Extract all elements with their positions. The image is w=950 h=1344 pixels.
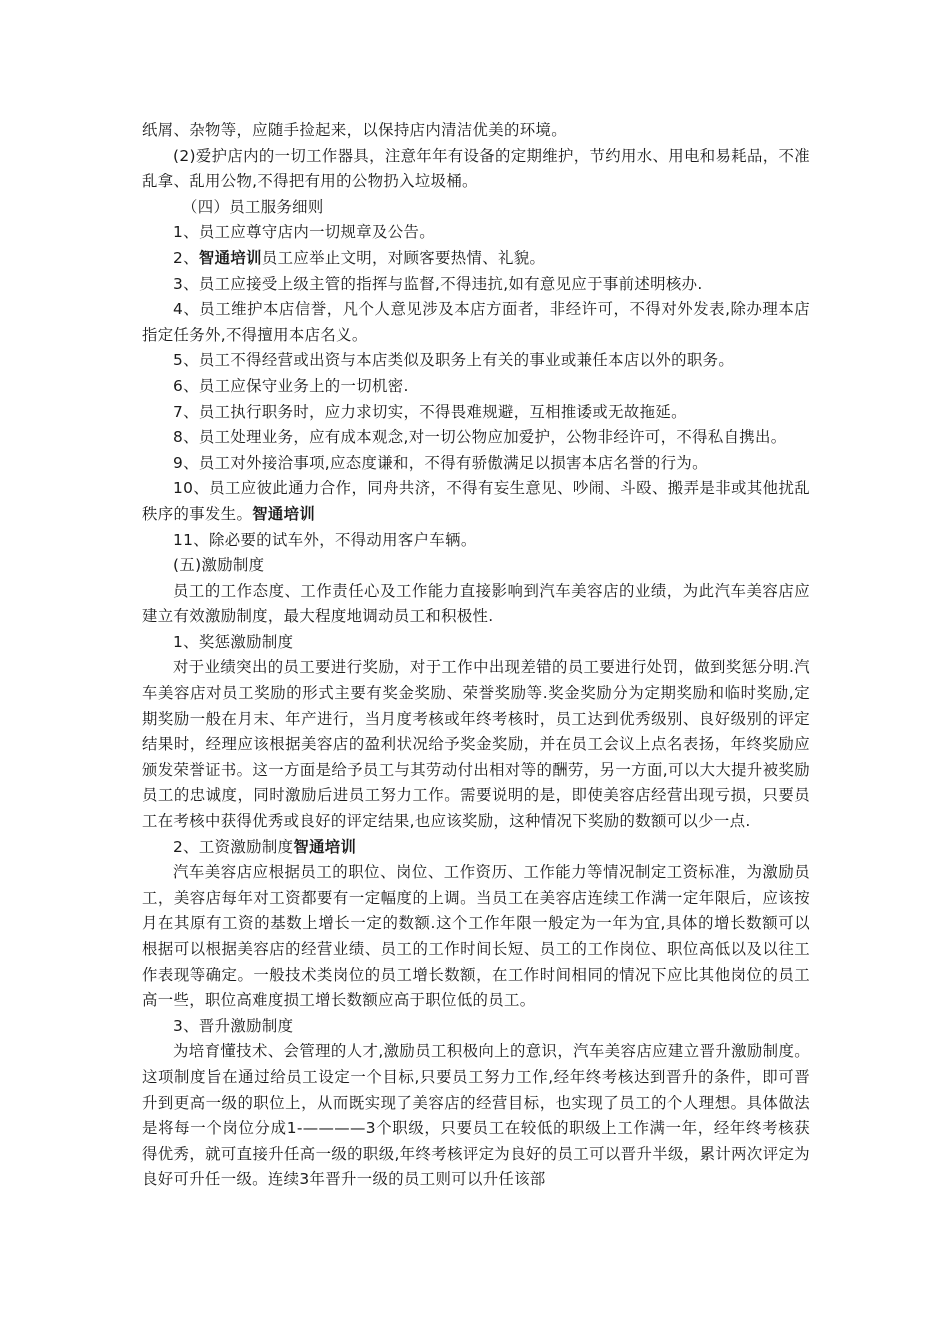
document-page [142,118,810,1193]
paragraph-equipment-care: (2)爱护店内的一切工作器具，注意年年有设备的定期维护，节约用水、用电和易耗品，不准乱拿、乱用公物,不得把有用的公物扔入垃圾桶。 [142,146,810,191]
watermark-text: 智通培训 [252,504,316,523]
rule-8: 8、员工处理业务，应有成本观念,对一切公物应加爱护，公物非经许可，不得私自携出。 [173,428,787,447]
paragraph-incentive-intro: 员工的工作态度、工作责任心及工作能力直接影响到汽车美容店的业绩，为此汽车美容店应建立有效激励制度，最大程度地调动员工和积极性. [142,581,810,626]
rule-1: 1、员工应尊守店内一切规章及公告。 [173,223,435,242]
rule-3: 3、员工应接受上级主管的指挥与监督,不得违抗,如有意见应于事前述明核办. [173,274,703,293]
rule-6: 6、员工应保守业务上的一切机密. [173,376,409,395]
rule-2 [142,246,810,272]
subheading-salary-text: 2、工资激励制度 [173,837,294,856]
rule-11: 11、除必要的试车外，不得动用客户车辆。 [173,530,477,549]
watermark-text: 智通培训 [198,248,262,267]
rule-9: 9、员工对外接洽事项,应态度谦和，不得有骄傲满足以损害本店名誉的行为。 [173,453,708,472]
section-heading-incentive: (五)激励制度 [173,556,265,575]
rule-5: 5、员工不得经营或出资与本店类似及职务上有关的事业或兼任本店以外的职务。 [173,351,735,370]
rule-2-number: 2、 [173,248,199,267]
paragraph-reward-punishment: 对于业绩突出的员工要进行奖励，对于工作中出现差错的员工要进行处罚，做到奖惩分明.汽车美容店对员工奖励的形式主要有奖金奖励、荣誉奖励等.奖金奖励分为定期奖励和临时奖励,定期奖励一般在月末、年产进行，当月度考核或年终考核时，员工达到优秀级别、良好级别的评定结果时，经理应该根据美容店的盈利状况给予奖金奖励，并在员工会议上点名表扬，年终奖励应颁发荣誉证书。这一方面是给予员工与其劳动付出相对等的酬劳，另一方面,可以大大提升被奖励员工的忠诚度，同时激励后进员工努力工作。需要说明的是，即使美容店经营出现亏损，只要员工在考核中获得优秀或良好的评定结果,也应该奖励，这种情况下奖励的数额可以少一点. [142,658,810,831]
rule-7: 7、员工执行职务时，应力求切实，不得畏难规避，互相推诿或无故拖延。 [173,402,687,421]
paragraph-promotion: 为培育懂技术、会管理的人才,激励员工积极向上的意识，汽车美容店应建立晋升激励制度。这项制度旨在通过给员工设定一个目标,只要员工努力工作,经年终考核达到晋升的条件，即可晋升到更高一级的职位上，从而既实现了美容店的经营目标，也实现了员工的个人理想。具体做法是将每一个岗位分成1-————3个职级，只要员工在较低的职级上工作满一年，经年终考核获得优秀，就可直接升任高一级的职级,年终考核评定为良好的员工可以晋升半级，累计两次评定为良好可升任一级。连续3年晋升一级的员工则可以升任该部 [142,1042,810,1189]
subheading-promotion: 3、晋升激励制度 [173,1016,294,1035]
section-heading-service-rules: （四）员工服务细则 [182,197,324,216]
subheading-reward-punishment: 1、奖惩激励制度 [173,632,294,651]
rule-10 [142,476,810,527]
paragraph-continuation: 纸屑、杂物等，应随手捡起来，以保持店内清洁优美的环境。 [142,121,567,139]
rule-10-text: 10、员工应彼此通力合作，同舟共济，不得有妄生意见、吵闹、斗殴、搬弄是非或其他扰乱秩序的事发生。 [142,479,810,523]
rule-4: 4、员工维护本店信誉，凡个人意见涉及本店方面者，非经许可，不得对外发表,除办理本店指定任务外,不得擅用本店名义。 [142,300,810,344]
watermark-text: 智通培训 [293,837,357,856]
rule-2-text: 员工应举止文明，对顾客要热情、礼貌。 [261,248,546,267]
paragraph-salary-incentive: 汽车美容店应根据员工的职位、岗位、工作资历、工作能力等情况制定工资标准，为激励员工，美容店每年对工资都要有一定幅度的上调。当员工在美容店连续工作满一定年限后，应该按月在其原有工资的基数上增长一定的数额.这个工作年限一般定为一年为宜,具体的增长数额可以根据可以根据美容店的经营业绩、员工的工作时间长短、员工的工作岗位、职位高低以及以往工作表现等确定。一般技术类岗位的员工增长数额，在工作时间相同的情况下应比其他岗位的员工高一些，职位高难度损工增长数额应高于职位低的员工。 [142,863,810,1010]
subheading-salary-incentive [142,835,810,861]
